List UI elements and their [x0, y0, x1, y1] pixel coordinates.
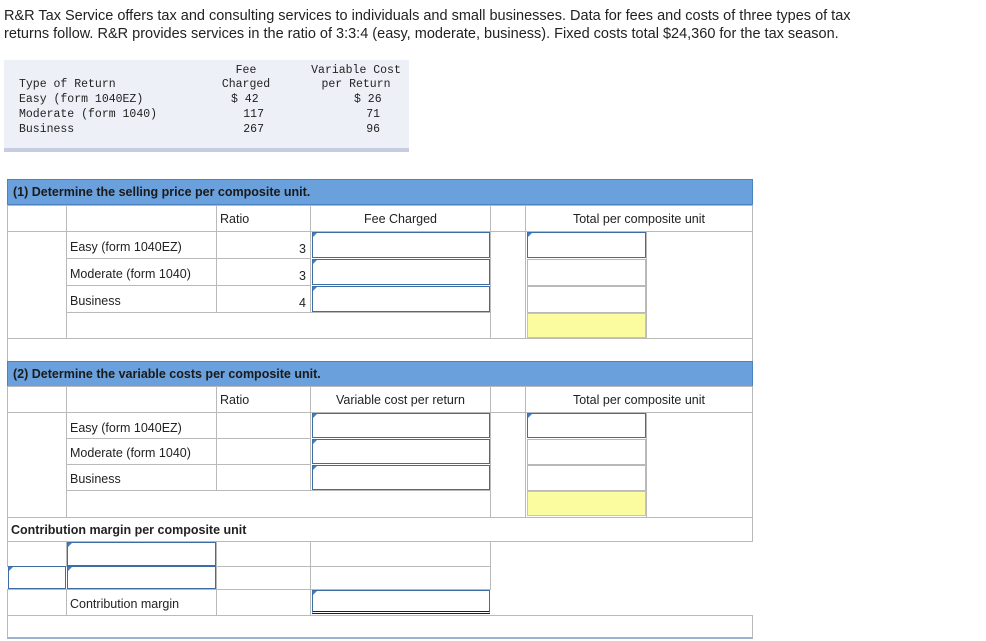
input-marker-icon	[9, 567, 13, 571]
col-total-header: Total per composite unit	[525, 205, 753, 232]
cm-line1-value-input[interactable]	[310, 541, 491, 567]
intro-line-1: R&R Tax Service offers tax and consulting services to individuals and small businesses. Data for fees and costs of three types of tax	[4, 8, 851, 24]
fee-charged-moderate-input[interactable]	[312, 259, 490, 285]
type-header: Type of Return	[19, 78, 116, 91]
input-marker-icon	[313, 440, 317, 444]
row-label-moderate: Moderate (form 1040)	[66, 438, 217, 465]
intro-line-2: returns follow. R&R provides services in the ratio of 3:3:4 (easy, moderate, business). Fixed costs total $24,360 for the tax season.	[4, 26, 839, 42]
blank-cell	[7, 386, 67, 413]
total-moderate-input[interactable]	[527, 259, 646, 286]
row-label-moderate: Moderate (form 1040)	[66, 258, 217, 286]
var-header-1: Variable Cost	[311, 64, 401, 77]
given-row-var: 71	[366, 108, 380, 121]
col-ratio-header: Ratio	[216, 386, 311, 413]
blank-cell	[216, 541, 311, 567]
given-row-fee: $ 42	[231, 93, 259, 106]
input-marker-icon	[313, 233, 317, 237]
given-row-type: Business	[19, 123, 75, 136]
blank-cell	[490, 205, 526, 232]
contribution-margin-input[interactable]	[312, 590, 490, 614]
fee-charged-easy-input[interactable]	[312, 232, 490, 258]
blank-cell	[7, 231, 67, 339]
total-easy-input[interactable]	[527, 232, 646, 258]
input-marker-icon	[313, 591, 317, 595]
blank-cell	[490, 412, 526, 518]
blank-cell	[7, 541, 67, 567]
blank-cell	[7, 589, 67, 616]
blank-cell	[490, 231, 526, 339]
col-fee-header: Fee Charged	[310, 205, 491, 232]
input-marker-icon	[68, 567, 72, 571]
cm-line1-label-input[interactable]	[67, 542, 216, 566]
fee-header-2: Charged	[221, 78, 271, 91]
input-marker-icon	[313, 466, 317, 470]
ratio-business-input[interactable]	[216, 464, 311, 491]
col-var-header: Variable cost per return	[310, 386, 491, 413]
fee-header-1: Fee	[235, 64, 257, 77]
blank-cell	[66, 386, 217, 413]
row-label-business: Business	[66, 464, 217, 491]
ratio-value: 3	[216, 231, 311, 259]
variable-cost-business-input[interactable]	[312, 465, 490, 490]
blank-cell	[7, 412, 67, 518]
ratio-moderate-input[interactable]	[216, 438, 311, 465]
variable-cost-per-composite-unit-input[interactable]	[527, 491, 646, 516]
blank-cell	[490, 386, 526, 413]
given-row-type: Moderate (form 1040)	[19, 108, 158, 121]
row-label-easy: Easy (form 1040EZ)	[66, 231, 217, 259]
input-marker-icon	[313, 260, 317, 264]
given-row-var: 96	[366, 123, 380, 136]
blank-cell	[216, 566, 311, 590]
blank-cell	[66, 312, 491, 339]
input-marker-icon	[528, 233, 532, 237]
variable-cost-easy-input[interactable]	[312, 413, 490, 438]
cm-line2-operator-input[interactable]	[8, 566, 66, 589]
blank-cell	[646, 231, 753, 339]
cm-line2-label-input[interactable]	[67, 566, 216, 589]
blank-cell	[646, 412, 753, 518]
given-row-fee: 117	[243, 108, 264, 121]
problem-intro	[4, 7, 964, 43]
cm-line2-value-input[interactable]	[310, 566, 491, 590]
part2-header	[7, 361, 753, 387]
part2-title: (2) Determine the variable costs per composite unit.	[13, 367, 321, 381]
total-var-business-input[interactable]	[527, 465, 646, 491]
input-marker-icon	[313, 287, 317, 291]
fee-charged-business-input[interactable]	[312, 286, 490, 312]
col-total-header: Total per composite unit	[525, 386, 753, 413]
row-label-easy: Easy (form 1040EZ)	[66, 412, 217, 439]
row-label-business: Business	[66, 285, 217, 313]
var-header-2: per Return	[321, 78, 391, 91]
given-row-var: $ 26	[354, 93, 382, 106]
blank-cell	[216, 589, 311, 616]
cm-result-label: Contribution margin	[66, 589, 217, 616]
given-row-fee: 267	[243, 123, 264, 136]
ratio-easy-input[interactable]	[216, 412, 311, 439]
blank-cell	[66, 490, 491, 518]
ratio-value: 4	[216, 285, 311, 313]
given-data-table	[4, 60, 409, 152]
col-ratio-header: Ratio	[216, 205, 311, 232]
total-business-input[interactable]	[527, 286, 646, 313]
total-var-moderate-input[interactable]	[527, 439, 646, 465]
blank-cell	[7, 205, 67, 232]
part1-header	[7, 179, 753, 205]
blank-cell	[66, 205, 217, 232]
input-marker-icon	[528, 414, 532, 418]
total-var-easy-input[interactable]	[527, 413, 646, 438]
variable-cost-moderate-input[interactable]	[312, 439, 490, 464]
input-marker-icon	[313, 414, 317, 418]
selling-price-per-composite-unit-input[interactable]	[527, 313, 646, 338]
ratio-value: 3	[216, 258, 311, 286]
blank-cell	[7, 338, 753, 362]
input-marker-icon	[68, 543, 72, 547]
cm-section-title: Contribution margin per composite unit	[7, 517, 753, 542]
table-footer	[7, 615, 753, 639]
given-row-type: Easy (form 1040EZ)	[19, 93, 144, 106]
part1-title: (1) Determine the selling price per composite unit.	[13, 185, 311, 199]
